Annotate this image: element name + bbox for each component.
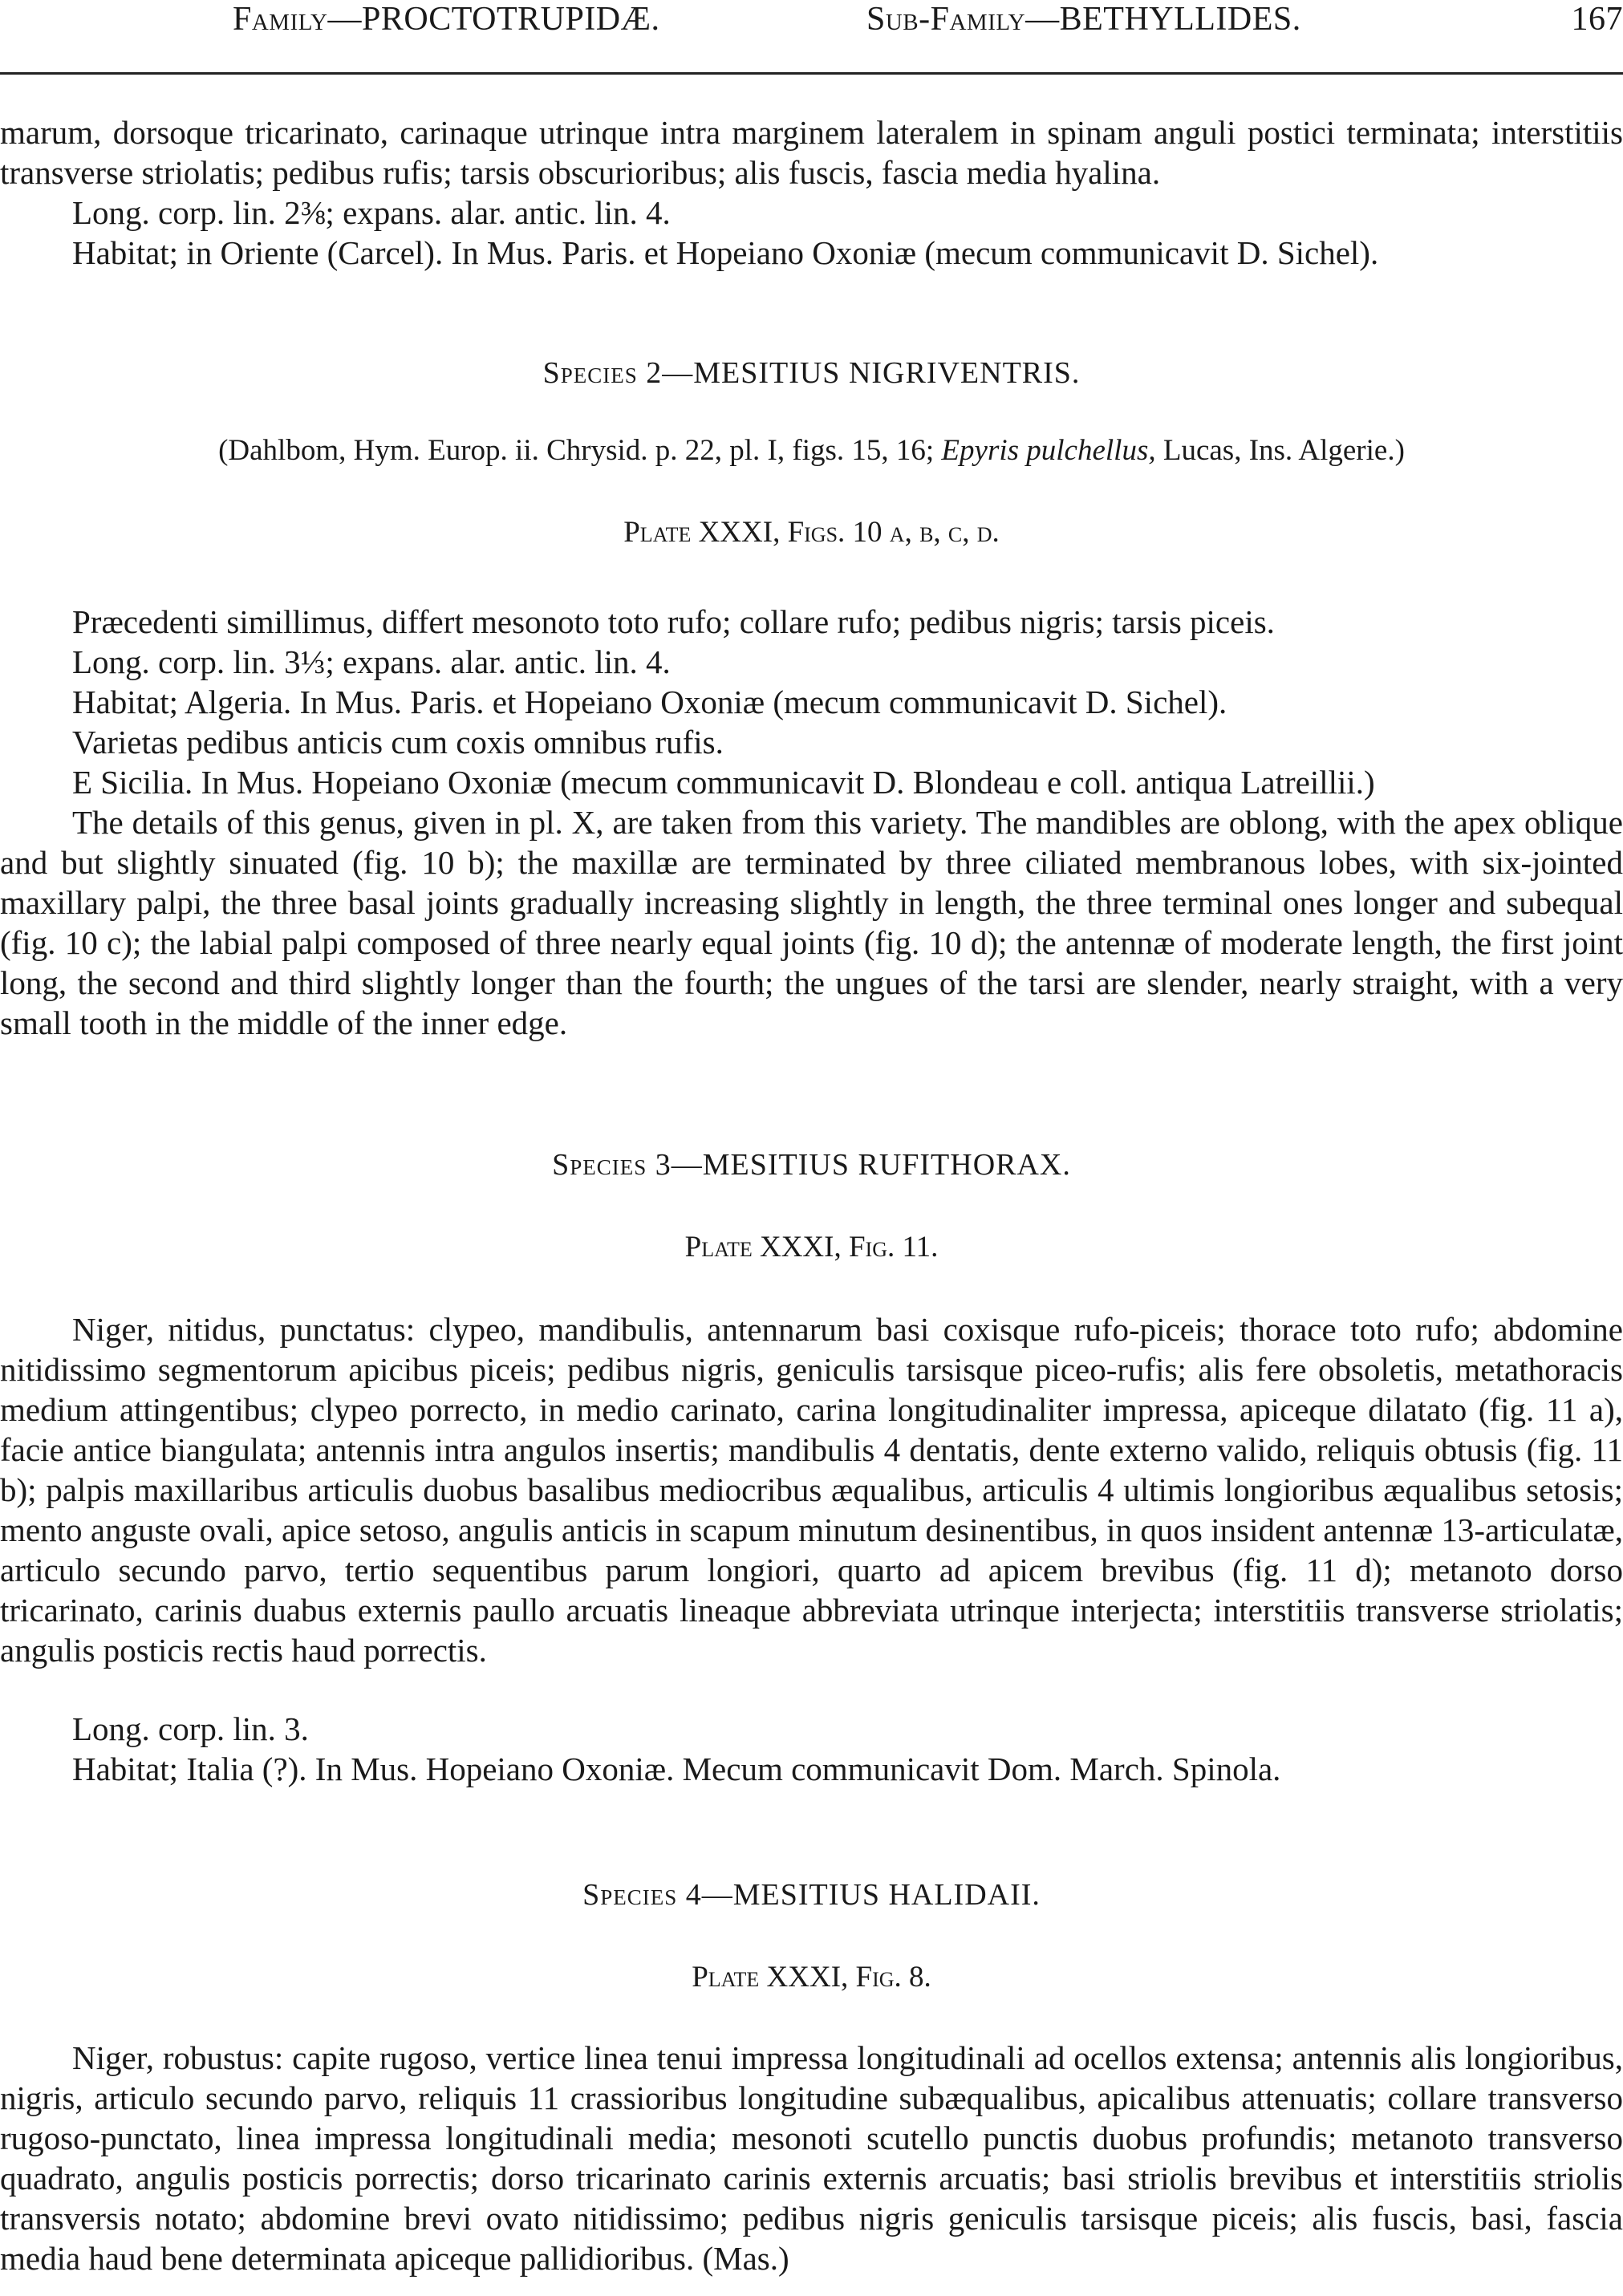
running-head-subfamily: Sub-Family—BETHYLLIDES. (866, 1, 1301, 38)
species-2-variety-locality: E Sicilia. In Mus. Hopeiano Oxoniæ (mecum communicavit D. Blondeau e coll. antiqua Latreillii.) (72, 764, 1375, 801)
species-2-heading: Species 2—MESITIUS NIGRIVENTRIS. (542, 356, 1081, 390)
running-head (233, 0, 1623, 47)
measurement-line: Long. corp. lin. 2⅜; expans. alar. antic. lin. 4. (72, 194, 671, 231)
species-2-habitat: Habitat; Algeria. In Mus. Paris. et Hopeiano Oxoniæ (mecum communicavit D. Sichel). (72, 684, 1227, 720)
species-2-diagnosis: Præcedenti simillimus, differt mesonoto toto rufo; collare rufo; pedibus nigris; tarsis piceis. (72, 603, 1275, 640)
running-head-family: Family—PROCTOTRUPIDÆ. (233, 1, 660, 38)
species-2-measurement: Long. corp. lin. 3⅓; expans. alar. antic. lin. 4. (72, 643, 671, 680)
species-3-heading: Species 3—MESITIUS RUFITHORAX. (552, 1148, 1071, 1182)
species-4-plate: Plate XXXI, Fig. 8. (692, 1961, 931, 1994)
species-3-plate: Plate XXXI, Fig. 11. (684, 1231, 939, 1264)
header-rule (0, 72, 1623, 75)
species-2-reference (0, 433, 1623, 469)
species-4-description: Niger, robustus: capite rugoso, vertice linea tenui impressa longitudinali ad ocellos extensa; antennis alis longioribus, nigris, articulo secundo parvo, reliquis 11 crassioribus longitudine subæqualibus, apicalibus attenuatis; collare transverso rugoso-punctato, linea impressa longitudinali media; mesonoti scutello punctis duobus profundis; metanoto transverso quadrato, angulis posticis porrectis; dorso tricarinato carinis externis arcuatis; basi striolis brevibus et interstitiis striolis transversis notato; abdomine brevi ovato nitidissimo; pedibus nigris geniculis tarsisque piceis; alis fuscis, basi, fascia media haud bene determinata apiceque pallidioribus. (Mas.) (0, 2039, 1623, 2277)
species-2-details: The details of this genus, given in pl. X, are taken from this variety. The mandibles are oblong, with the apex oblique and but slightly sinuated (fig. 10 b); the maxillæ are terminated by three ciliated membranous lobes, with six-jointed maxillary palpi, the three basal joints gradually increasing slightly in length, the three terminal ones longer and subequal (fig. 10 c); the labial palpi composed of three nearly equal joints (fig. 10 d); the antennæ of moderate length, the first joint long, the second and third slightly longer than the fourth; the ungues of the tarsi are slender, nearly straight, with a very small tooth in the middle of the inner edge. (0, 804, 1623, 1041)
species-3-description: Niger, nitidus, punctatus: clypeo, mandibulis, antennarum basi coxisque rufo-piceis; thorace toto rufo; abdomine nitidissimo segmentorum apicibus piceis; pedibus nigris, geniculis tarsisque piceo-rufis; alis fere obsoletis, metathoracis medium attingentibus; clypeo porrecto, in medio carinato, carina longitudinaliter impressa, apiceque dilatato (fig. 11 a), facie antice biangulata; antennis intra angulos insertis; mandibulis 4 dentatis, dente externo valido, reliquis obtusis (fig. 11 b); palpis maxillaribus articulis duobus basalibus mediocribus æqualibus, articulis 4 ultimis longioribus æqualibus setosis; mento anguste ovali, apice setoso, angulis anticis in scapum minutum desinentibus, in quos insident antennæ 13-articulatæ, articulo secundo parvo, tertio sequentibus parum longiori, quarto ad apicem brevibus (fig. 11 d); metanoto dorso tricarinato, carinis duabus externis paullo arcuatis lineaque abbreviata utrinque interjecta; interstitiis transverse striolatis; angulis posticis rectis haud porrectis. (0, 1311, 1623, 1669)
species-2-plate: Plate XXXI, Figs. 10 a, b, c, d. (623, 516, 1000, 549)
species-3-measurement: Long. corp. lin. 3. (72, 1710, 309, 1747)
continued-description: marum, dorsoque tricarinato, carinaque utrinque intra marginem lateralem in spinam anguli postici terminata; interstitiis transverse striolatis; pedibus rufis; tarsis obscurioribus; alis fuscis, fascia media hyalina. (0, 114, 1623, 191)
reference-synonym: Epyris pulchellus, (941, 434, 1156, 467)
habitat-line: Habitat; in Oriente (Carcel). In Mus. Paris. et Hopeiano Oxoniæ (mecum communicavit D. Sichel). (72, 234, 1379, 271)
species-2-variety: Varietas pedibus anticis cum coxis omnibus rufis. (72, 724, 724, 761)
page-number: 167 (1571, 1, 1623, 38)
reference-source: Lucas, Ins. Algerie.) (1162, 434, 1405, 467)
species-4-heading: Species 4—MESITIUS HALIDAII. (582, 1878, 1041, 1912)
reference-text: (Dahlbom, Hym. Europ. ii. Chrysid. p. 22, pl. I, figs. 15, 16; (218, 434, 935, 467)
species-3-habitat: Habitat; Italia (?). In Mus. Hopeiano Oxoniæ. Mecum communicavit Dom. March. Spinola. (72, 1750, 1281, 1787)
